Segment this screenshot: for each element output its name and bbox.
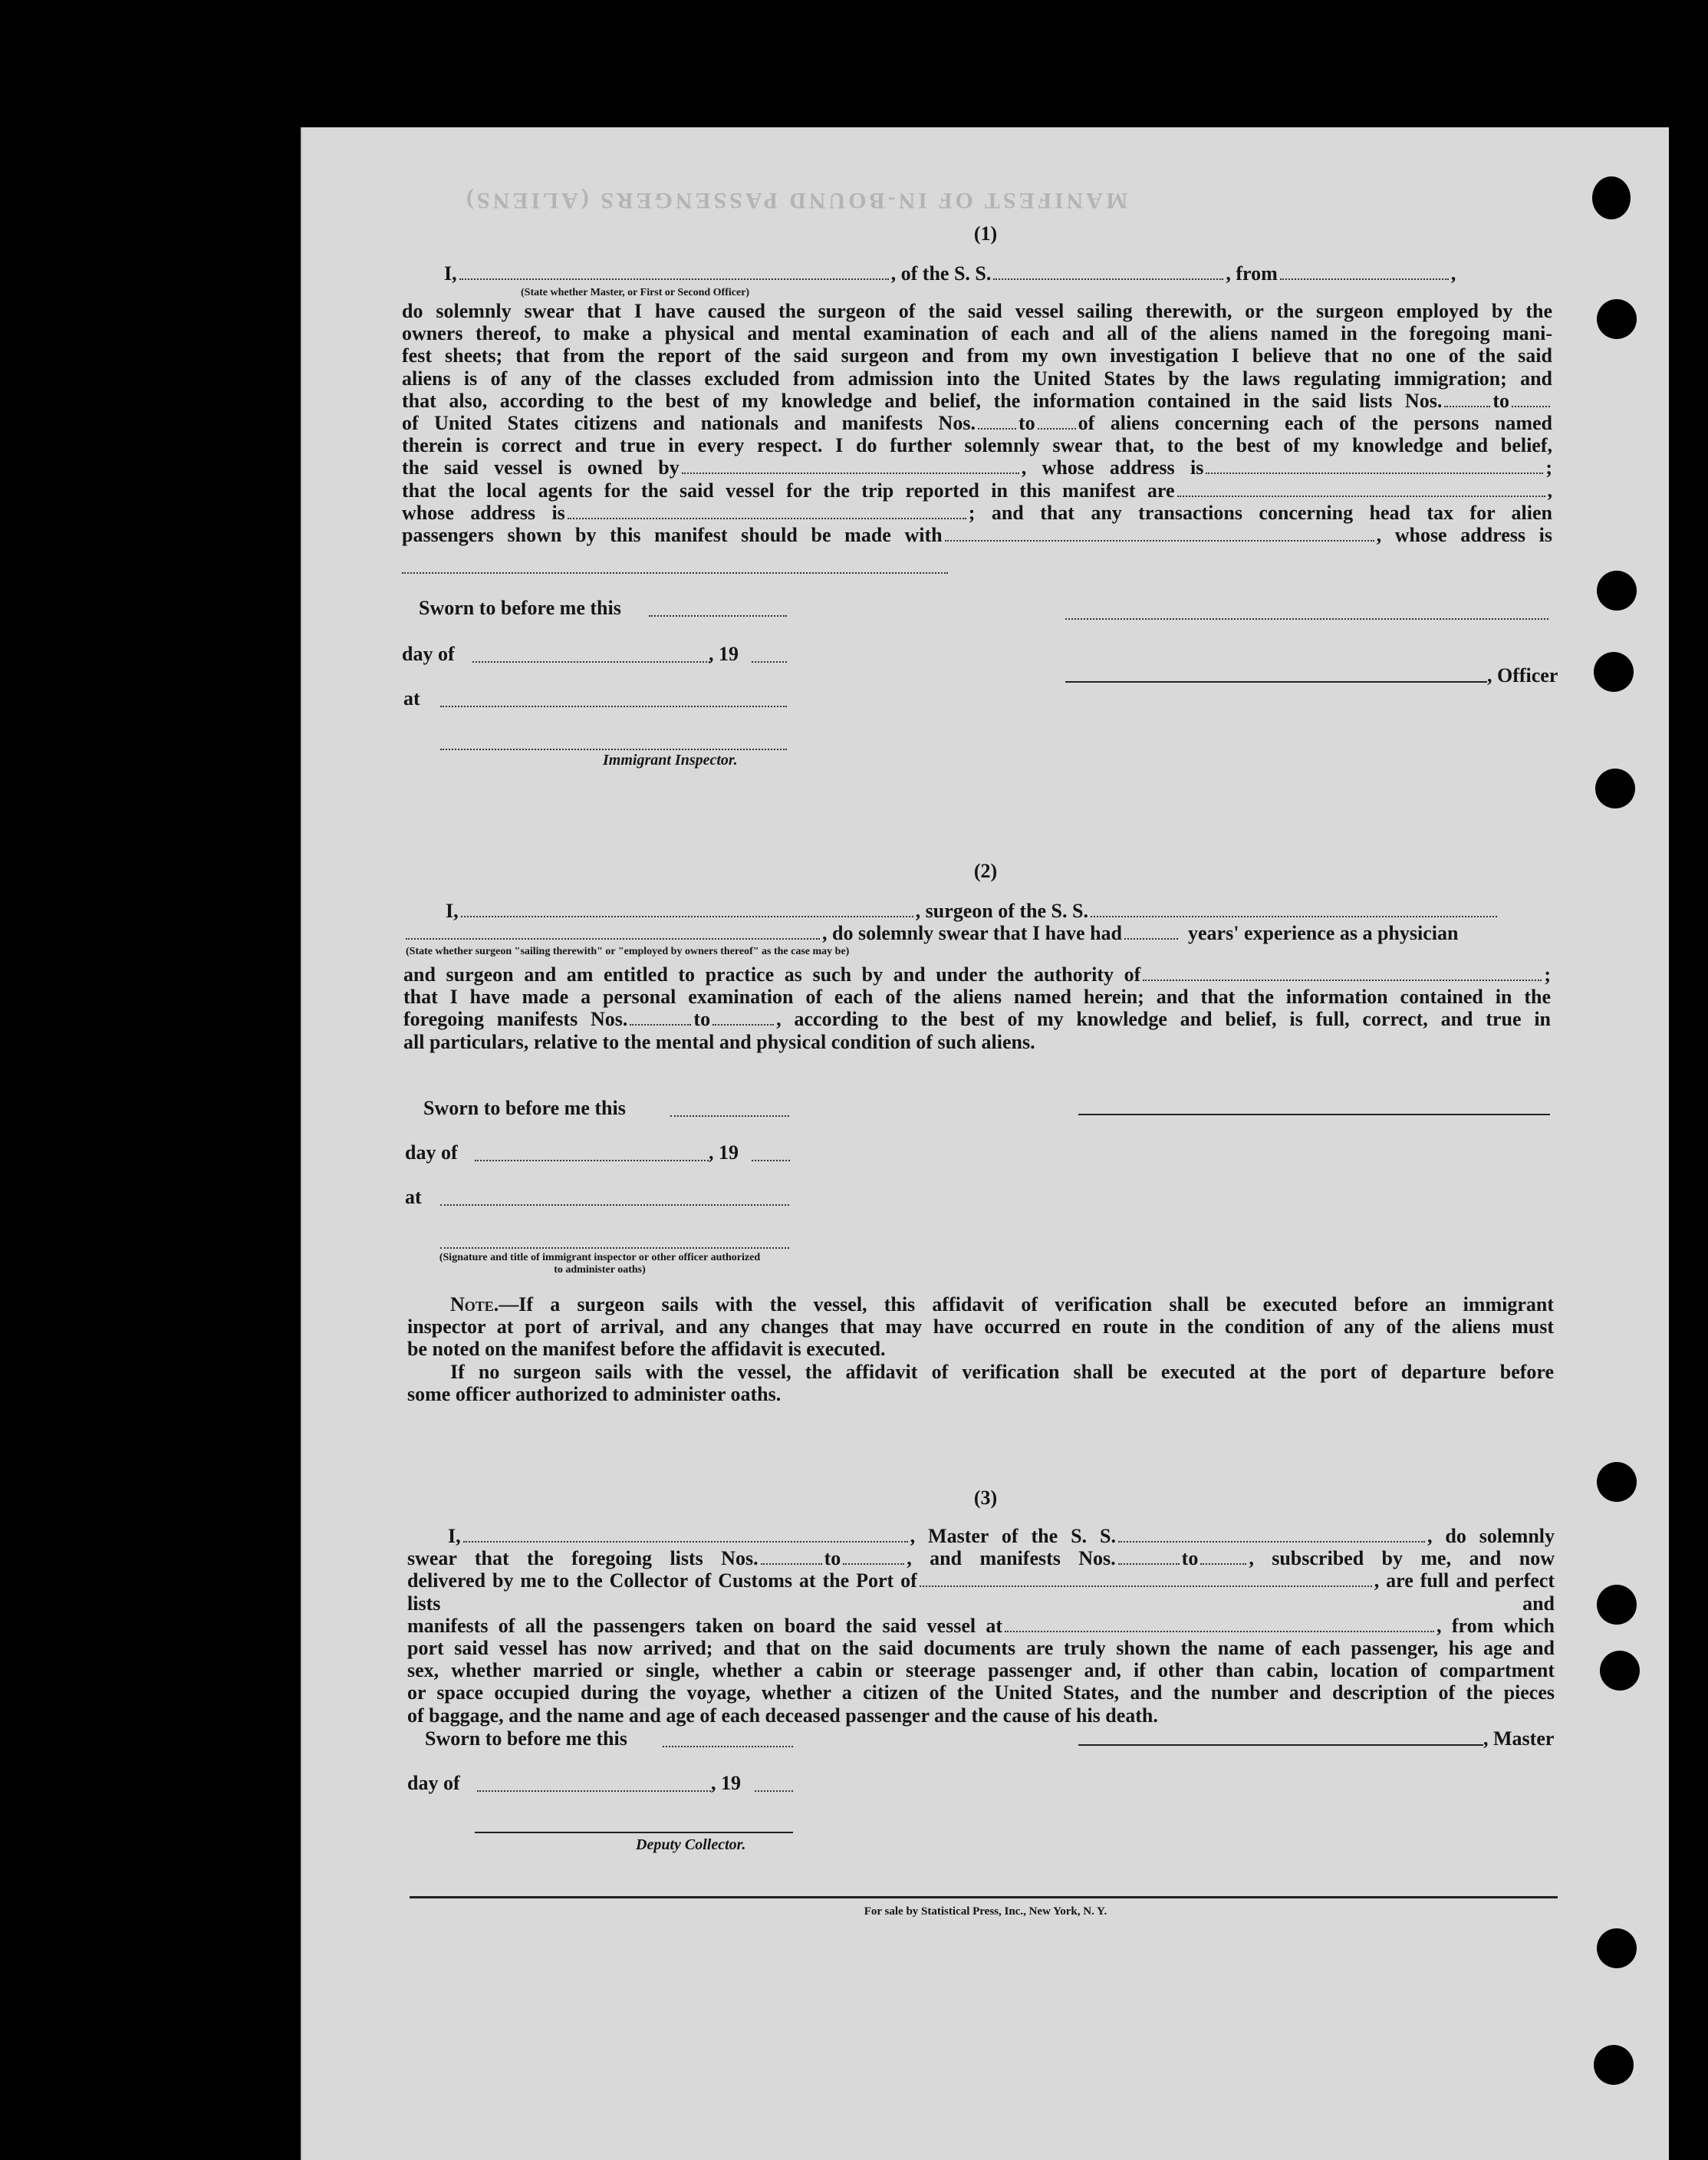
binder-hole — [1592, 176, 1631, 219]
form-page — [301, 127, 1669, 2160]
section-3-day-of: day of — [407, 1772, 460, 1794]
section-2-sworn-line — [670, 1115, 789, 1117]
section-1-day-of: day of — [402, 643, 455, 665]
section-2-surgeon-note: (State whether surgeon "sailing therewith" or "employed by owners thereof" as the case may be) — [406, 946, 850, 957]
section-2-line1: I, , surgeon of the S. S. — [446, 900, 1550, 922]
section-3-day-line — [477, 1790, 711, 1792]
section-1-officer-line — [1065, 681, 1487, 683]
section-2-number: (2) — [973, 860, 998, 882]
section-3-paragraph: I, , Master of the S. S. , do solemnly swear that the foregoing lists Nos. to , and manifests Nos. to , subscribed by me, and now delivered by me to the Collector of Customs at the Port of , are full and perfect lists and manifests of all the passengers taken on board the said vessel at , from which port said vessel has now arrived; and that on the said documents are truly shown the name of each passenger, his age and sex, whether married or single, whether a cabin or steerage passenger and, if other than cabin, location of compartment or space occupied during the voyage, whether a citizen of the United States, and the number and description of the pieces of baggage, and the name and age of each deceased passenger and the cause of his death. — [407, 1525, 1555, 1727]
section-2-day-line — [475, 1160, 709, 1161]
binder-hole — [1595, 769, 1635, 808]
section-3-collector: Deputy Collector. — [636, 1836, 746, 1853]
binder-hole — [1597, 1928, 1637, 1968]
section-2-note: Note.—If a surgeon sails with the vessel, this affidavit of verification shall be executed before an immigrant inspector at port of arrival, and any changes that may have occurred en route in the condition of any of the aliens must be noted on the manifest before the affidavit is executed. If no surgeon sails with the vessel, the affidavit of verification shall be executed at the port of departure before some officer authorized to administer oaths. — [407, 1293, 1554, 1405]
section-2-paragraph: and surgeon and am entitled to practice as such by and under the authority of ; that I have made a personal examination of each of the aliens named herein; and that the information contained in the foregoing manifests Nos. to , according to the best of my knowledge and belief, is full, correct, and true in all particulars, relative to the mental and physical condition of such aliens. — [403, 963, 1552, 1053]
binder-hole — [1597, 1585, 1637, 1625]
binder-hole — [1597, 299, 1637, 339]
section-2-sworn: Sworn to before me this — [423, 1097, 626, 1119]
section-1-inspector-line — [440, 749, 787, 750]
section-2-line2: , do solemnly swear that I have had years' experience as a physician — [403, 922, 1554, 944]
section-2-at: at — [405, 1186, 422, 1208]
section-1-inspector: Immigrant Inspector. — [603, 752, 738, 769]
section-2-day-of: day of — [405, 1141, 458, 1164]
section-1-signature-line — [1065, 618, 1548, 620]
section-3-year-line — [755, 1790, 793, 1792]
section-1-year-line — [752, 661, 787, 663]
section-1-year: , 19 — [709, 643, 739, 665]
section-2-year: , 19 — [709, 1141, 739, 1164]
section-1-sworn: Sworn to before me this — [419, 597, 621, 619]
footer-printer: For sale by Statistical Press, Inc., New York, N. Y. — [864, 1905, 1107, 1918]
section-3-sworn: Sworn to before me this — [425, 1727, 627, 1750]
section-1-number: (1) — [973, 222, 998, 245]
section-3-master-line — [1078, 1744, 1483, 1746]
section-1-line1: I, , of the S. S. , from , — [444, 262, 1456, 285]
section-1-officer: , Officer — [1487, 664, 1558, 687]
section-1-at-line — [440, 706, 787, 707]
section-3-master: , Master — [1483, 1727, 1555, 1750]
binder-hole — [1597, 1462, 1637, 1502]
section-3-year: , 19 — [711, 1772, 741, 1794]
section-1-at: at — [403, 687, 420, 710]
section-1-officer-note: (State whether Master, or First or Second Officer) — [521, 287, 750, 298]
section-1-sworn-line — [649, 615, 787, 617]
section-2-year-line — [752, 1160, 790, 1161]
section-3-collector-line — [475, 1832, 793, 1833]
binder-hole — [1594, 2045, 1634, 2085]
section-2-at-line — [440, 1204, 789, 1206]
section-1-day-line — [472, 661, 710, 663]
section-2-sig-note: (Signature and title of immigrant inspector or other officer authorized to administer oaths) — [439, 1252, 761, 1276]
binder-hole — [1600, 1651, 1640, 1691]
section-3-sworn-line — [663, 1746, 793, 1747]
binder-hole — [1597, 571, 1637, 611]
section-2-sig-note-line — [440, 1247, 789, 1249]
binder-hole — [1594, 652, 1634, 692]
section-1-paragraph: do solemnly swear that I have caused the surgeon of the said vessel sailing therewith, or the surgeon employed by the owners thereof, to make a physical and mental examination of each and all of the aliens named in the foregoing mani- fest sheets; that from the report of the said surgeon and from my own investigation I believe that no one of the said aliens is of any of the classes excluded from admission into the United States by the laws regulating immigration; and that also, according to the best of my knowledge and belief, the information contained in the said lists Nos. to of United States citizens and nationals and manifests Nos. to of aliens concerning each of the persons named therein is correct and true in every respect. I do further solemnly swear that, to the best of my knowledge and belief, the said vessel is owned by , whose address is ; that the local agents for the said vessel for the trip reported in this manifest are , whose address is ; and that any transactions concerning head tax for alien passengers shown by this manifest should be made with , whose address is — [402, 300, 1552, 547]
section-1-address-line — [402, 572, 948, 574]
ghost-header: MANIFEST OF IN-BOUND PASSENGERS (ALIENS) — [463, 188, 1128, 213]
section-2-signature-line — [1078, 1114, 1550, 1115]
footer-rule — [410, 1896, 1558, 1898]
section-3-number: (3) — [973, 1487, 998, 1509]
